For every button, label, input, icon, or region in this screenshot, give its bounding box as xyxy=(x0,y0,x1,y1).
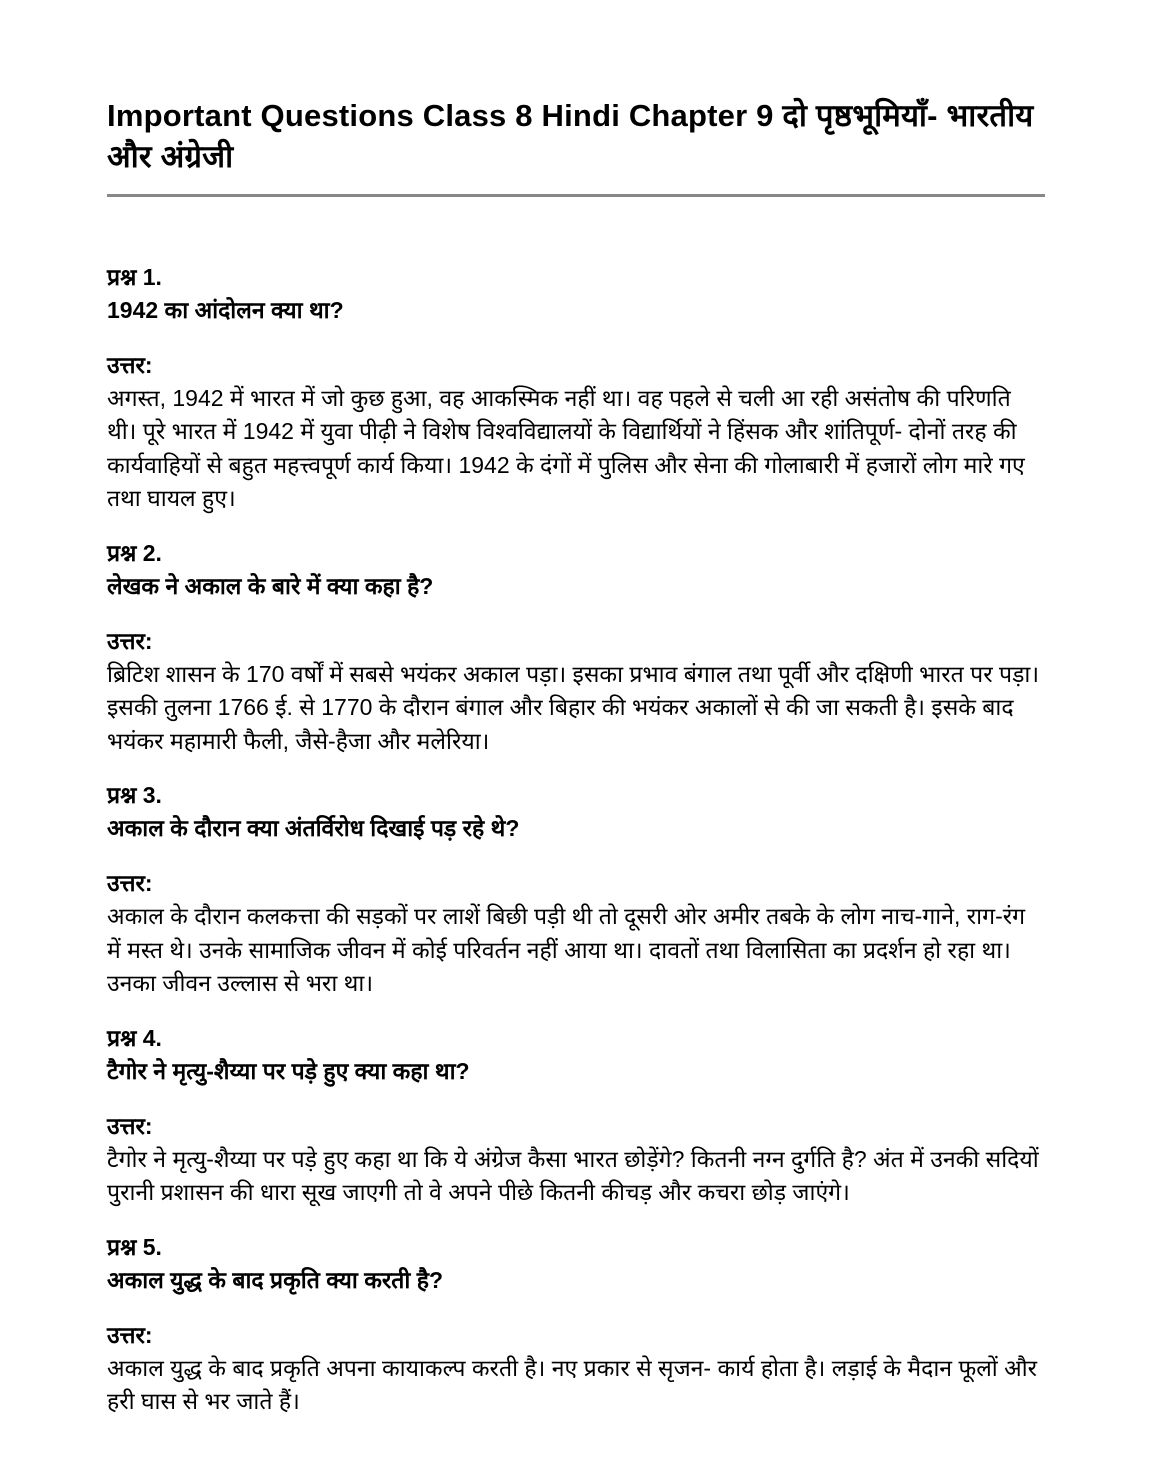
question-text: अकाल युद्ध के बाद प्रकृति क्या करती है? xyxy=(107,1266,444,1293)
answer-text: ब्रिटिश शासन के 170 वर्षों में सबसे भयंकर अकाल पड़ा। इसका प्रभाव बंगाल तथा पूर्वी और दक्षिणी भारत पर पड़ा। इसकी तुलना 1766 ई. से 1770 के दौरान बंगाल और बिहार की भयंकर अकालों से की जा सकती है। इसके बाद भयंकर महामारी फैली, जैसे-हैजा और मलेरिया। xyxy=(107,660,1040,754)
qa-block-1 xyxy=(107,261,1045,516)
qa-block-5 xyxy=(107,1231,1045,1419)
answer-label: उत्तर: xyxy=(107,627,153,654)
qa-block-2 xyxy=(107,537,1045,759)
page-title: Important Questions Class 8 Hindi Chapter 9 दो पृष्ठभूमियाँ- भारतीय और अंग्रेजी xyxy=(107,98,1034,174)
answer-text: टैगोर ने मृत्यु-शैय्या पर पड़े हुए कहा था कि ये अंग्रेज कैसा भारत छोड़ेंगे? कितनी नग्न दुर्गति है? अंत में उनकी सदियों पुरानी प्रशासन की धारा सूख जाएगी तो वे अपने पीछे कितनी कीचड़ और कचरा छोड़ जाएंगे। xyxy=(107,1145,1039,1206)
qa-block-3 xyxy=(107,779,1045,1001)
question-label: प्रश्न 1. xyxy=(107,263,162,290)
answer-label: उत्तर: xyxy=(107,1112,153,1139)
question-group xyxy=(107,1231,1045,1297)
answer-label: उत्तर: xyxy=(107,870,153,897)
question-label: प्रश्न 4. xyxy=(107,1024,162,1051)
answer-label: उत्तर: xyxy=(107,351,153,378)
question-label: प्रश्न 5. xyxy=(107,1233,162,1260)
question-text: अकाल के दौरान क्या अंतर्विरोध दिखाई पड़ रहे थे? xyxy=(107,815,520,842)
title-divider xyxy=(107,194,1045,197)
qa-block-4 xyxy=(107,1022,1045,1210)
question-text: टैगोर ने मृत्यु-शैय्या पर पड़े हुए क्या कहा था? xyxy=(107,1057,470,1084)
answer-text: अकाल युद्ध के बाद प्रकृति अपना कायाकल्प करती है। नए प्रकार से सृजन- कार्य होता है। लड़ाई के मैदान फूलों और हरी घास से भर जाते हैं। xyxy=(107,1354,1038,1415)
question-text: 1942 का आंदोलन क्या था? xyxy=(107,296,344,323)
question-group xyxy=(107,1022,1045,1088)
answer-text: अकाल के दौरान कलकत्ता की सड़कों पर लाशें बिछी पड़ी थी तो दूसरी ओर अमीर तबके के लोग नाच-गाने, राग-रंग में मस्त थे। उनके सामाजिक जीवन में कोई परिवर्तन नहीं आया था। दावतों तथा विलासिता का प्रदर्शन हो रहा था। उनका जीवन उल्लास से भरा था। xyxy=(107,903,1026,997)
question-group xyxy=(107,779,1045,845)
question-group xyxy=(107,537,1045,603)
question-group xyxy=(107,261,1045,327)
question-text: लेखक ने अकाल के बारे में क्या कहा है? xyxy=(107,572,434,599)
answer-text: अगस्त, 1942 में भारत में जो कुछ हुआ, वह आकस्मिक नहीं था। वह पहले से चली आ रही असंतोष की परिणति थी। पूरे भारत में 1942 में युवा पीढ़ी ने विशेष विश्वविद्यालयों के विद्यार्थियों ने हिंसक और शांतिपूर्ण- दोनों तरह की कार्यवाहियों से बहुत महत्त्वपूर्ण कार्य किया। 1942 के दंगों में पुलिस और सेना की गोलाबारी में हजारों लोग मारे गए तथा घायल हुए। xyxy=(107,384,1025,512)
answer-label: उत्तर: xyxy=(107,1321,153,1348)
question-label: प्रश्न 3. xyxy=(107,782,162,809)
question-label: प्रश्न 2. xyxy=(107,539,162,566)
